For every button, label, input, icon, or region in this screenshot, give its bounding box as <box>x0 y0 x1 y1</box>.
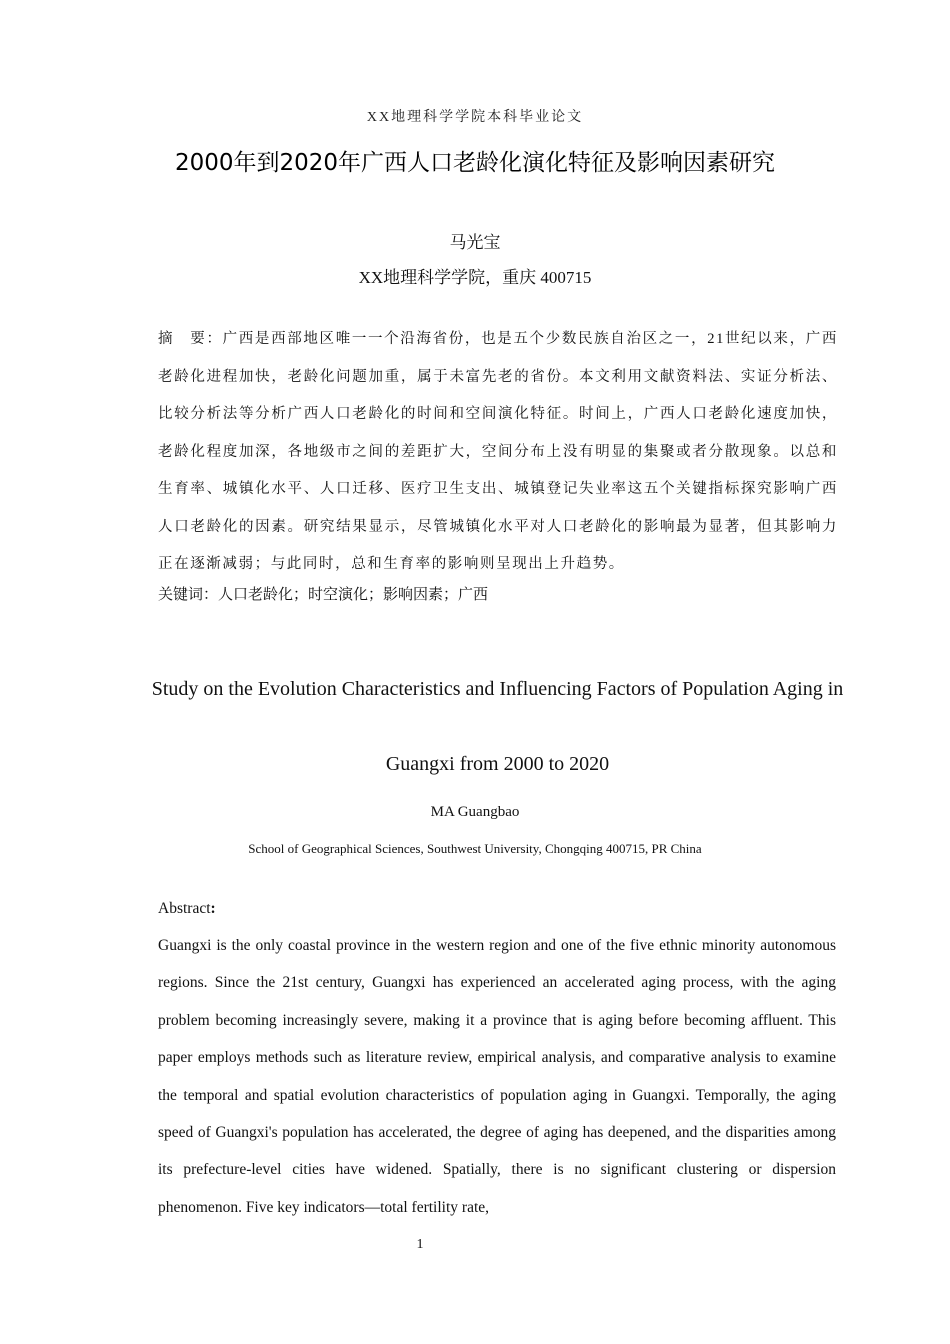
chinese-abstract-text: 广西是西部地区唯一一个沿海省份，也是五个少数民族自治区之一，21世纪以来，广西老龄化进程加快，老龄化问题加重，属于未富先老的省份。本文利用文献资料法、实证分析法、比较分析法等分析广西人口老龄化的时间和空间演化特征。时间上，广西人口老龄化速度加快，老龄化程度加深，各地级市之间的差距扩大，空间分布上没有明显的集聚或者分散现象。以总和生育率、城镇化水平、人口迁移、医疗卫生支出、城镇登记失业率这五个关键指标探究影响广西人口老龄化的因素。研究结果显示，尽管城镇化水平对人口老龄化的影响最为显著，但其影响力正在逐渐减弱；与此同时，总和生育率的影响则呈现出上升趋势。 <box>158 331 838 572</box>
chinese-keywords <box>158 582 838 608</box>
english-title: Study on the Evolution Characteristics and Influencing Factors of Population Aging in Guangxi from 2000 to 2020 <box>151 678 844 775</box>
chinese-abstract-label: 摘 要： <box>158 331 223 347</box>
english-affiliation: School of Geographical Sciences, Southwest University, Chongqing 400715, PR China <box>248 841 702 856</box>
chinese-affiliation: XX地理科学学院，重庆 400715 <box>358 268 592 287</box>
running-header: XX地理科学学院本科毕业论文 <box>366 110 584 125</box>
chinese-abstract <box>158 321 838 584</box>
chinese-keywords-label: 关键词： <box>158 587 219 603</box>
english-abstract: Guangxi is the only coastal province in the western region and one of the five ethnic minority autonomous regions. Since the 21st century, Guangxi has experienced an accelerated aging process, with the aging problem becoming increasingly severe, making it a province that is aging before becoming affluent. This paper employs methods such as literature review, empirical analysis, and comparative analysis to examine the temporal and spatial evolution characteristics of population aging in Guangxi. Temporally, the aging speed of Guangxi's population has accelerated, the degree of aging has deepened, and the disparities among its prefecture-level cities have widened. Spatially, there is no significant clustering or dispersion phenomenon. Five key indicators—total fertility rate, <box>158 937 836 1216</box>
chinese-author: 马光宝 <box>449 233 501 252</box>
chinese-title: 2000年到2020年广西人口老龄化演化特征及影响因素研究 <box>174 150 776 176</box>
english-abstract-label: Abstract: <box>158 900 216 917</box>
english-author: MA Guangbao <box>430 804 520 820</box>
chinese-keywords-text: 人口老龄化；时空演化；影响因素；广西 <box>218 587 489 603</box>
abstract-colon: : <box>210 900 216 917</box>
page-number: 1 <box>416 1237 424 1252</box>
